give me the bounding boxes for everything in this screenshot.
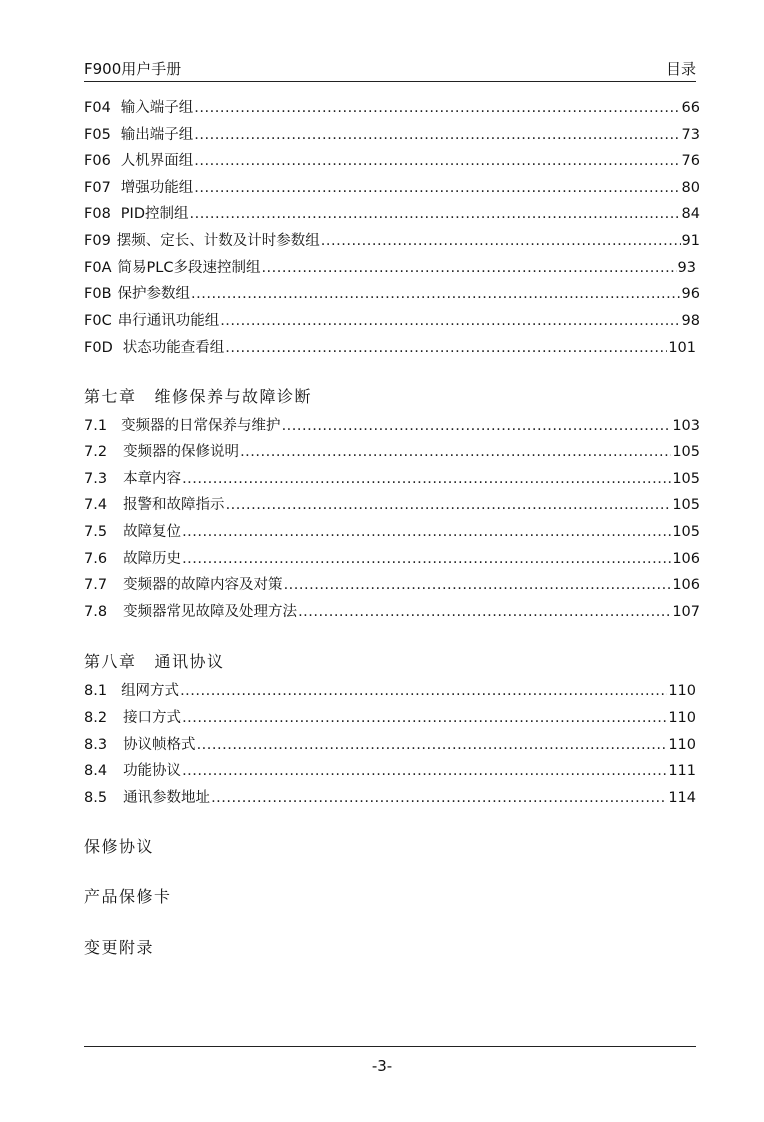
chapter-7-heading[interactable] [84, 384, 312, 407]
toc-entry-number: F04 [84, 100, 111, 116]
toc-entry-f07[interactable] [84, 176, 700, 198]
toc-entry-title: 串行通讯功能组 [117, 313, 220, 329]
toc-entry-page: 73 [681, 127, 700, 143]
toc-entry-page: 96 [681, 286, 700, 302]
toc-entry-page: 114 [668, 790, 696, 806]
toc-leader-dots [284, 577, 672, 593]
appendix-change-record[interactable]: 变更附录 [84, 938, 155, 957]
toc-entry-page: 110 [668, 737, 696, 753]
toc-entry-number: F0C [84, 313, 112, 329]
toc-entry-title: PID控制组 [120, 206, 189, 222]
toc-entry-page: 101 [668, 340, 696, 356]
toc-leader-dots [220, 313, 680, 329]
toc-entry-page: 91 [681, 233, 700, 249]
toc-leader-dots [182, 551, 671, 567]
toc-entry-page: 110 [668, 710, 696, 726]
toc-entry-f0b[interactable] [84, 282, 700, 304]
toc-entry-f0d[interactable] [84, 336, 696, 358]
toc-entry-f05[interactable] [84, 123, 700, 145]
toc-entry-f06[interactable] [84, 149, 700, 171]
toc-entry-f0a[interactable] [84, 256, 696, 278]
toc-entry-number: 7.2 [84, 444, 108, 460]
toc-entry-page: 98 [681, 313, 700, 329]
appendix-warranty-card[interactable]: 产品保修卡 [84, 887, 172, 906]
toc-leader-dots [194, 180, 680, 196]
page-header-title: F900用户手册 [84, 60, 182, 78]
toc-entry-title: 接口方式 [123, 710, 182, 726]
toc-entry-8-5[interactable] [84, 786, 696, 808]
toc-entry-page: 66 [681, 100, 700, 116]
toc-entry-title: 简易PLC多段速控制组 [117, 260, 261, 276]
toc-entry-number: 8.1 [84, 683, 108, 699]
toc-entry-number: 8.5 [84, 790, 108, 806]
toc-entry-7-8[interactable] [84, 600, 700, 622]
toc-leader-dots [261, 260, 676, 276]
header-rule [84, 81, 696, 82]
toc-leader-dots [211, 790, 667, 806]
toc-entry-page: 106 [672, 551, 700, 567]
toc-entry-number: F0A [84, 260, 112, 276]
toc-entry-f04[interactable] [84, 96, 700, 118]
toc-entry-title: 功能协议 [123, 763, 182, 779]
chapter-label: 第七章 [84, 387, 137, 406]
toc-entry-7-7[interactable] [84, 573, 700, 595]
toc-entry-f08[interactable] [84, 202, 700, 224]
toc-entry-page: 76 [681, 153, 700, 169]
toc-leader-dots [180, 683, 667, 699]
toc-entry-7-1[interactable] [84, 414, 700, 436]
toc-leader-dots [194, 100, 680, 116]
toc-entry-page: 105 [672, 497, 700, 513]
toc-entry-title: 输入端子组 [120, 100, 194, 116]
toc-leader-dots [240, 444, 671, 460]
toc-entry-number: 7.4 [84, 497, 108, 513]
toc-entry-number: F05 [84, 127, 111, 143]
toc-entry-page: 105 [672, 524, 700, 540]
toc-entry-number: 8.3 [84, 737, 108, 753]
toc-leader-dots [298, 604, 671, 620]
toc-entry-title: 状态功能查看组 [122, 340, 225, 356]
toc-leader-dots [321, 233, 681, 249]
toc-entry-page: 111 [668, 763, 696, 779]
toc-entry-title: 保护参数组 [117, 286, 191, 302]
toc-entry-title: 变频器的保修说明 [123, 444, 240, 460]
chapter-title: 通讯协议 [154, 652, 225, 671]
toc-entry-title: 变频器常见故障及处理方法 [123, 604, 298, 620]
toc-entry-title: 输出端子组 [120, 127, 194, 143]
page-header-section: 目录 [665, 60, 696, 78]
toc-leader-dots [182, 763, 667, 779]
toc-entry-number: 8.4 [84, 763, 108, 779]
toc-entry-number: F0B [84, 286, 112, 302]
toc-leader-dots [182, 710, 667, 726]
toc-entry-page: 105 [672, 444, 700, 460]
toc-leader-dots [189, 206, 680, 222]
toc-leader-dots [225, 340, 667, 356]
toc-entry-page: 93 [677, 260, 696, 276]
toc-entry-title: 变频器的故障内容及对策 [123, 577, 283, 593]
toc-entry-number: 7.6 [84, 551, 108, 567]
toc-entry-7-3[interactable] [84, 467, 700, 489]
toc-entry-page: 80 [681, 180, 700, 196]
toc-entry-number: 7.5 [84, 524, 108, 540]
toc-entry-page: 110 [668, 683, 696, 699]
toc-entry-title: 故障历史 [123, 551, 182, 567]
toc-entry-number: 7.8 [84, 604, 108, 620]
toc-entry-page: 106 [672, 577, 700, 593]
toc-entry-8-3[interactable] [84, 733, 696, 755]
toc-entry-7-5[interactable] [84, 520, 700, 542]
toc-entry-title: 变频器的日常保养与维护 [121, 418, 281, 434]
toc-entry-title: 组网方式 [121, 683, 180, 699]
toc-entry-title: 人机界面组 [120, 153, 194, 169]
toc-entry-title: 通讯参数地址 [123, 790, 211, 806]
toc-entry-f09[interactable] [84, 229, 700, 251]
toc-entry-8-1[interactable] [84, 679, 696, 701]
toc-entry-title: 增强功能组 [120, 180, 194, 196]
toc-entry-7-4[interactable] [84, 493, 700, 515]
toc-entry-page: 84 [681, 206, 700, 222]
toc-entry-title: 本章内容 [123, 471, 182, 487]
toc-entry-page: 105 [672, 471, 700, 487]
toc-entry-number: F09 [84, 233, 111, 249]
toc-entry-7-6[interactable] [84, 547, 700, 569]
toc-leader-dots [191, 286, 681, 302]
toc-entry-8-2[interactable] [84, 706, 696, 728]
toc-entry-number: 7.1 [84, 418, 108, 434]
toc-leader-dots [194, 127, 680, 143]
toc-entry-7-2[interactable] [84, 440, 700, 462]
toc-entry-title: 协议帧格式 [123, 737, 196, 753]
chapter-8-heading[interactable] [84, 649, 225, 672]
chapter-label: 第八章 [84, 652, 137, 671]
toc-entry-title: 故障复位 [123, 524, 182, 540]
toc-entry-page: 103 [672, 418, 700, 434]
toc-entry-8-4[interactable] [84, 759, 696, 781]
toc-entry-f0c[interactable] [84, 309, 700, 331]
toc-leader-dots [182, 524, 671, 540]
page-number: -3- [371, 1057, 393, 1075]
toc-entry-number: F08 [84, 206, 111, 222]
appendix-warranty-agreement[interactable]: 保修协议 [84, 837, 155, 856]
toc-entry-title: 摆频、定长、计数及计时参数组 [116, 233, 320, 249]
toc-entry-number: 7.7 [84, 577, 108, 593]
chapter-title: 维修保养与故障诊断 [154, 387, 313, 406]
toc-leader-dots [197, 737, 668, 753]
toc-entry-page: 107 [672, 604, 700, 620]
toc-leader-dots [226, 497, 672, 513]
toc-entry-number: F0D [84, 340, 113, 356]
toc-entry-number: F07 [84, 180, 111, 196]
toc-entry-number: 8.2 [84, 710, 108, 726]
toc-leader-dots [194, 153, 680, 169]
toc-leader-dots [182, 471, 671, 487]
toc-leader-dots [282, 418, 672, 434]
toc-entry-title: 报警和故障指示 [123, 497, 225, 513]
footer-rule [84, 1046, 696, 1047]
toc-entry-number: 7.3 [84, 471, 108, 487]
toc-entry-number: F06 [84, 153, 111, 169]
